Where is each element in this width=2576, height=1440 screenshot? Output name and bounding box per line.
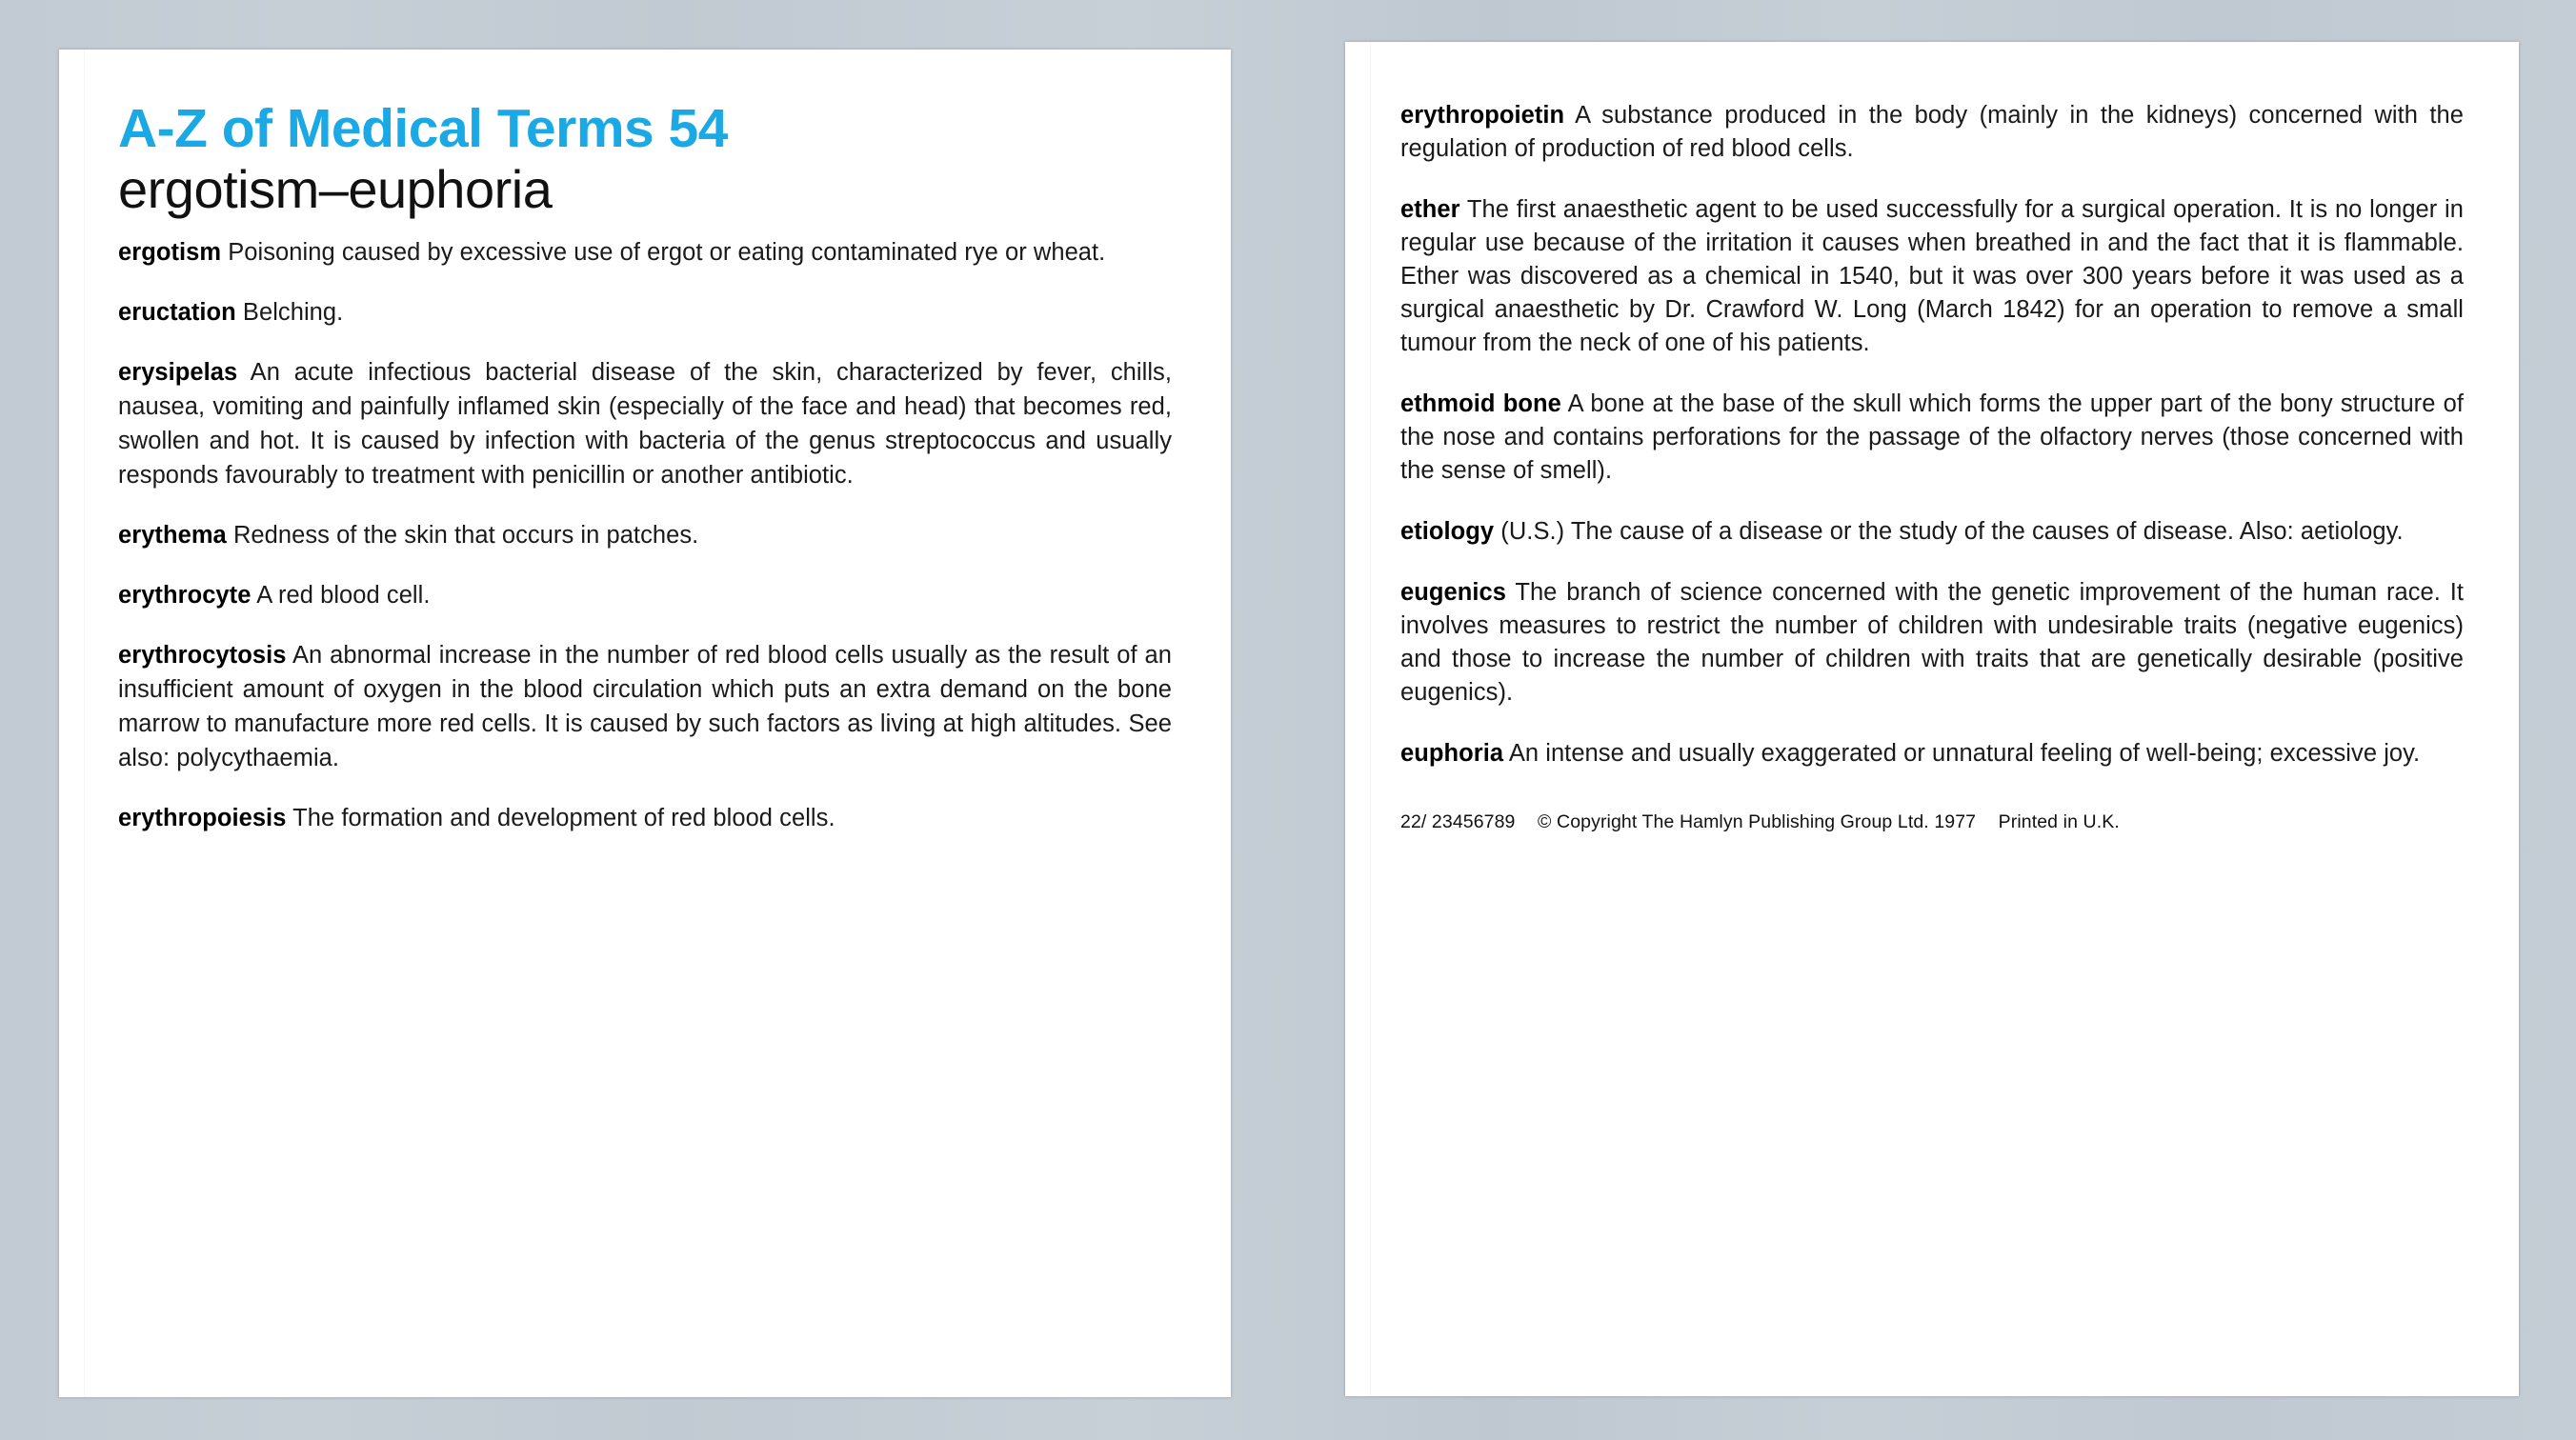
entry-erythropoietin <box>1400 99 2464 166</box>
right-card <box>1345 42 2519 1396</box>
copyright-footer <box>1400 810 2464 834</box>
entry-term: erythrocytosis <box>118 641 287 669</box>
entry-term: etiology <box>1400 518 1495 545</box>
entry-etiology <box>1400 515 2464 549</box>
entry-term: ether <box>1400 196 1460 223</box>
entry-term: eugenics <box>1400 579 1506 606</box>
entry-definition: The branch of science concerned with the genetic improvement of the human race. It involves measures to restrict the number of children with undesirable traits (negative eugenics) and those to increase the number of children with traits that are genetically desirable (positive eugenics). <box>1400 579 2464 706</box>
entry-definition: (U.S.) The cause of a disease or the study of the causes of disease. Also: aetiology. <box>1500 518 2404 545</box>
entry-definition: The first anaesthetic agent to be used successfully for a surgical operation. It is no longer in regular use because of the irritation it causes when breathed in and the fact that it is flammable. Ether was discovered as a chemical in 1540, but it was over 300 years before it was used as a surgical anaesthetic by Dr. Crawford W. Long (March 1842) for an operation to remove a small tumour from the neck of one of his patients. <box>1400 196 2464 356</box>
entry-term: euphoria <box>1400 740 1504 767</box>
entry-definition: Poisoning caused by excessive use of ergot or eating contaminated rye or wheat. <box>228 238 1106 266</box>
entry-ethmoid-bone <box>1400 388 2464 488</box>
page-title: A-Z of Medical Terms 54 <box>118 98 728 159</box>
entry-definition: A red blood cell. <box>256 581 431 609</box>
right-entry-list <box>1400 99 2464 770</box>
entry-erysipelas <box>118 355 1172 492</box>
title-block <box>118 98 1172 219</box>
entry-euphoria <box>1400 737 2464 770</box>
entry-ergotism <box>118 235 1172 270</box>
entry-definition: A bone at the base of the skull which forms the upper part of the bony structure of the nose and contains perforations for the passage of the olfactory nerves (those concerned with the sense of smell). <box>1400 390 2465 484</box>
entry-eructation <box>118 295 1172 330</box>
entry-term: erysipelas <box>118 358 238 386</box>
entry-erythropoiesis <box>118 801 1172 835</box>
footer-code: 22/ 23456789 <box>1400 811 1516 832</box>
entry-definition: The formation and development of red blood cells. <box>292 804 835 831</box>
entry-term: erythrocyte <box>118 581 252 609</box>
left-card <box>59 50 1231 1397</box>
footer-copyright: © Copyright The Hamlyn Publishing Group Ltd. 1977 <box>1538 811 1977 832</box>
entry-erythrocyte <box>118 578 1172 612</box>
entry-definition: Belching. <box>242 298 344 326</box>
entry-definition: An acute infectious bacterial disease of the skin, characterized by fever, chills, nausea, vomiting and painfully inflamed skin (especially of the face and head) that becomes red, swollen and hot. It is caused by infection with bacteria of the genus streptococcus and usually responds favourably to treatment with penicillin or another antibiotic. <box>118 358 1172 489</box>
entry-term: erythropoiesis <box>118 804 287 831</box>
entry-definition: A substance produced in the body (mainly in the kidneys) concerned with the regulation of production of red blood cells. <box>1400 102 2464 162</box>
entry-term: eructation <box>118 298 236 326</box>
footer-printed: Printed in U.K. <box>1998 811 2120 832</box>
entry-erythema <box>118 518 1172 552</box>
entry-term: ethmoid bone <box>1400 390 1561 417</box>
entry-definition: An intense and usually exaggerated or unnatural feeling of well-being; excessive joy. <box>1508 740 2421 767</box>
page-subtitle: ergotism–euphoria <box>118 159 553 219</box>
entry-definition: Redness of the skin that occurs in patches. <box>232 521 699 549</box>
entry-definition: An abnormal increase in the number of red blood cells usually as the result of an insufficient amount of oxygen in the blood circulation which puts an extra demand on the bone marrow to manufacture more red cells. It is caused by such factors as living at high altitudes. See also: polycythaemia. <box>118 641 1172 771</box>
entry-term: erythropoietin <box>1400 102 1565 129</box>
entry-ether <box>1400 193 2464 360</box>
entry-term: ergotism <box>118 238 222 266</box>
left-entry-list <box>118 235 1172 835</box>
entry-term: erythema <box>118 521 227 549</box>
entry-eugenics <box>1400 576 2464 710</box>
entry-erythrocytosis <box>118 638 1172 775</box>
